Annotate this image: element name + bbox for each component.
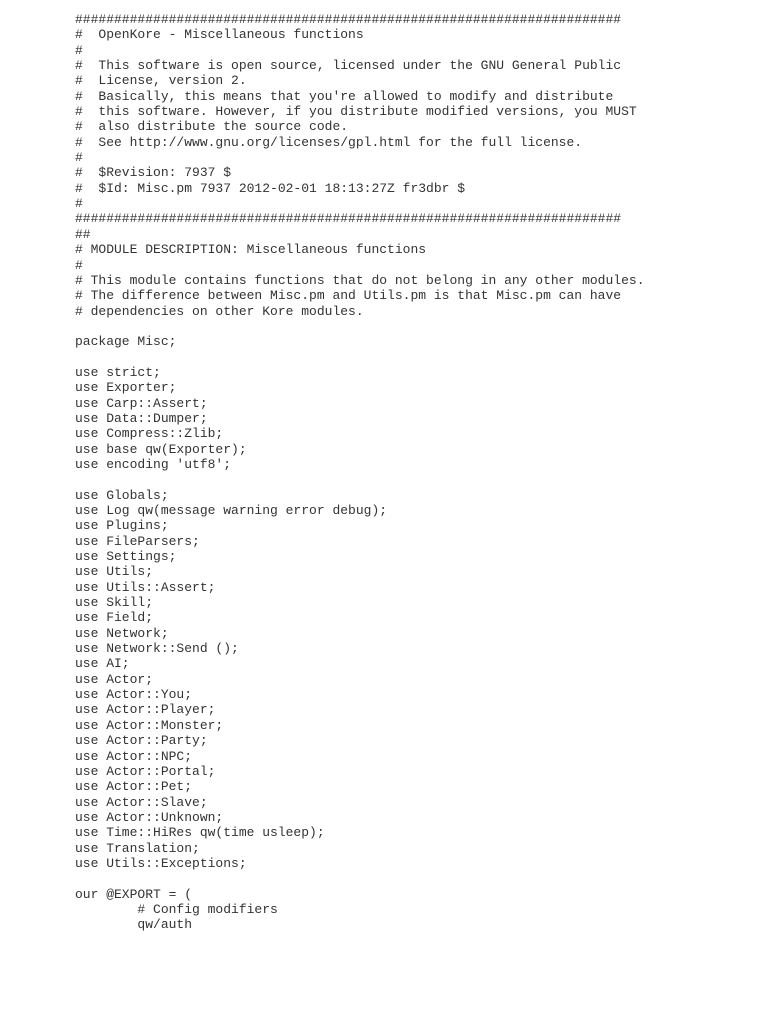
- use-statement-line: use Actor::Monster;: [75, 717, 224, 733]
- use-statement-line: use Skill;: [75, 595, 154, 611]
- use-statement-line: use Plugins;: [75, 518, 169, 534]
- use-statement-line: use Carp::Assert;: [75, 395, 208, 411]
- document-page: [75, 12, 755, 933]
- use-statement-line: use Exporter;: [75, 380, 177, 396]
- comment-line: #: [75, 150, 83, 166]
- use-statement-line: use Actor::You;: [75, 687, 193, 703]
- use-statement-line: use Actor::Unknown;: [75, 809, 224, 825]
- use-statement-line: use Actor::Player;: [75, 702, 216, 718]
- comment-line: ##: [75, 226, 91, 242]
- use-statement-line: use Actor;: [75, 671, 154, 687]
- blank-line: [75, 871, 755, 886]
- comment-line: # Basically, this means that you're allowed to modify and distribute: [75, 88, 614, 104]
- use-statement-line: use strict;: [75, 364, 161, 380]
- comment-line: ######################################################################: [75, 12, 622, 27]
- use-statement-line: use Translation;: [75, 840, 200, 856]
- use-statement-line: use Field;: [75, 610, 154, 626]
- use-statement-line: use AI;: [75, 656, 130, 672]
- blank-line: [75, 472, 755, 487]
- use-statement-line: use Actor::Slave;: [75, 794, 208, 810]
- source-code-listing: [75, 12, 755, 933]
- comment-line: # This module contains functions that do not belong in any other modules.: [75, 272, 645, 288]
- comment-line: # also distribute the source code.: [75, 119, 349, 135]
- use-statement-line: use Log qw(message warning error debug);: [75, 503, 388, 518]
- use-statement-line: use base qw(Exporter);: [75, 441, 247, 457]
- comment-line: # The difference between Misc.pm and Utils.pm is that Misc.pm can have: [75, 288, 622, 304]
- use-statement-line: use Utils::Assert;: [75, 579, 216, 595]
- use-statement-line: use Actor::Portal;: [75, 763, 216, 779]
- use-statement-line: use FileParsers;: [75, 533, 200, 549]
- use-statement-line: use Network;: [75, 625, 169, 641]
- blank-line: [75, 350, 755, 365]
- use-statement-line: use Utils;: [75, 564, 154, 580]
- comment-line: #: [75, 42, 83, 58]
- comment-line: #: [75, 196, 83, 212]
- comment-line: # This software is open source, licensed under the GNU General Public: [75, 58, 622, 74]
- use-statement-line: use Compress::Zlib;: [75, 426, 224, 442]
- use-statement-line: use Utils::Exceptions;: [75, 855, 247, 871]
- code-line: qw/auth: [75, 917, 193, 933]
- code-line: our @EXPORT = (: [75, 886, 193, 902]
- use-statement-line: use encoding 'utf8';: [75, 456, 232, 472]
- comment-line: # License, version 2.: [75, 73, 247, 89]
- comment-line: # MODULE DESCRIPTION: Miscellaneous functions: [75, 242, 427, 258]
- comment-line: #: [75, 257, 83, 273]
- use-statement-line: use Actor::NPC;: [75, 748, 193, 764]
- comment-line: # $Revision: 7937 $: [75, 165, 232, 181]
- use-statement-line: use Actor::Party;: [75, 733, 208, 749]
- use-statement-line: use Time::HiRes qw(time usleep);: [75, 825, 325, 841]
- use-statement-line: use Network::Send ();: [75, 641, 239, 657]
- blank-line: [75, 319, 755, 334]
- comment-line: # See http://www.gnu.org/licenses/gpl.html for the full license.: [75, 134, 583, 150]
- comment-line: # this software. However, if you distribute modified versions, you MUST: [75, 104, 637, 120]
- comment-line: # OpenKore - Miscellaneous functions: [75, 27, 364, 43]
- package-declaration-line: package Misc;: [75, 334, 177, 350]
- comment-line: # dependencies on other Kore modules.: [75, 303, 364, 319]
- comment-line: ######################################################################: [75, 211, 622, 227]
- comment-line: # $Id: Misc.pm 7937 2012-02-01 18:13:27Z fr3dbr $: [75, 180, 466, 196]
- use-statement-line: use Data::Dumper;: [75, 410, 208, 426]
- code-line: # Config modifiers: [75, 901, 278, 917]
- use-statement-line: use Actor::Pet;: [75, 779, 193, 795]
- use-statement-line: use Settings;: [75, 549, 177, 565]
- use-statement-line: use Globals;: [75, 487, 169, 503]
